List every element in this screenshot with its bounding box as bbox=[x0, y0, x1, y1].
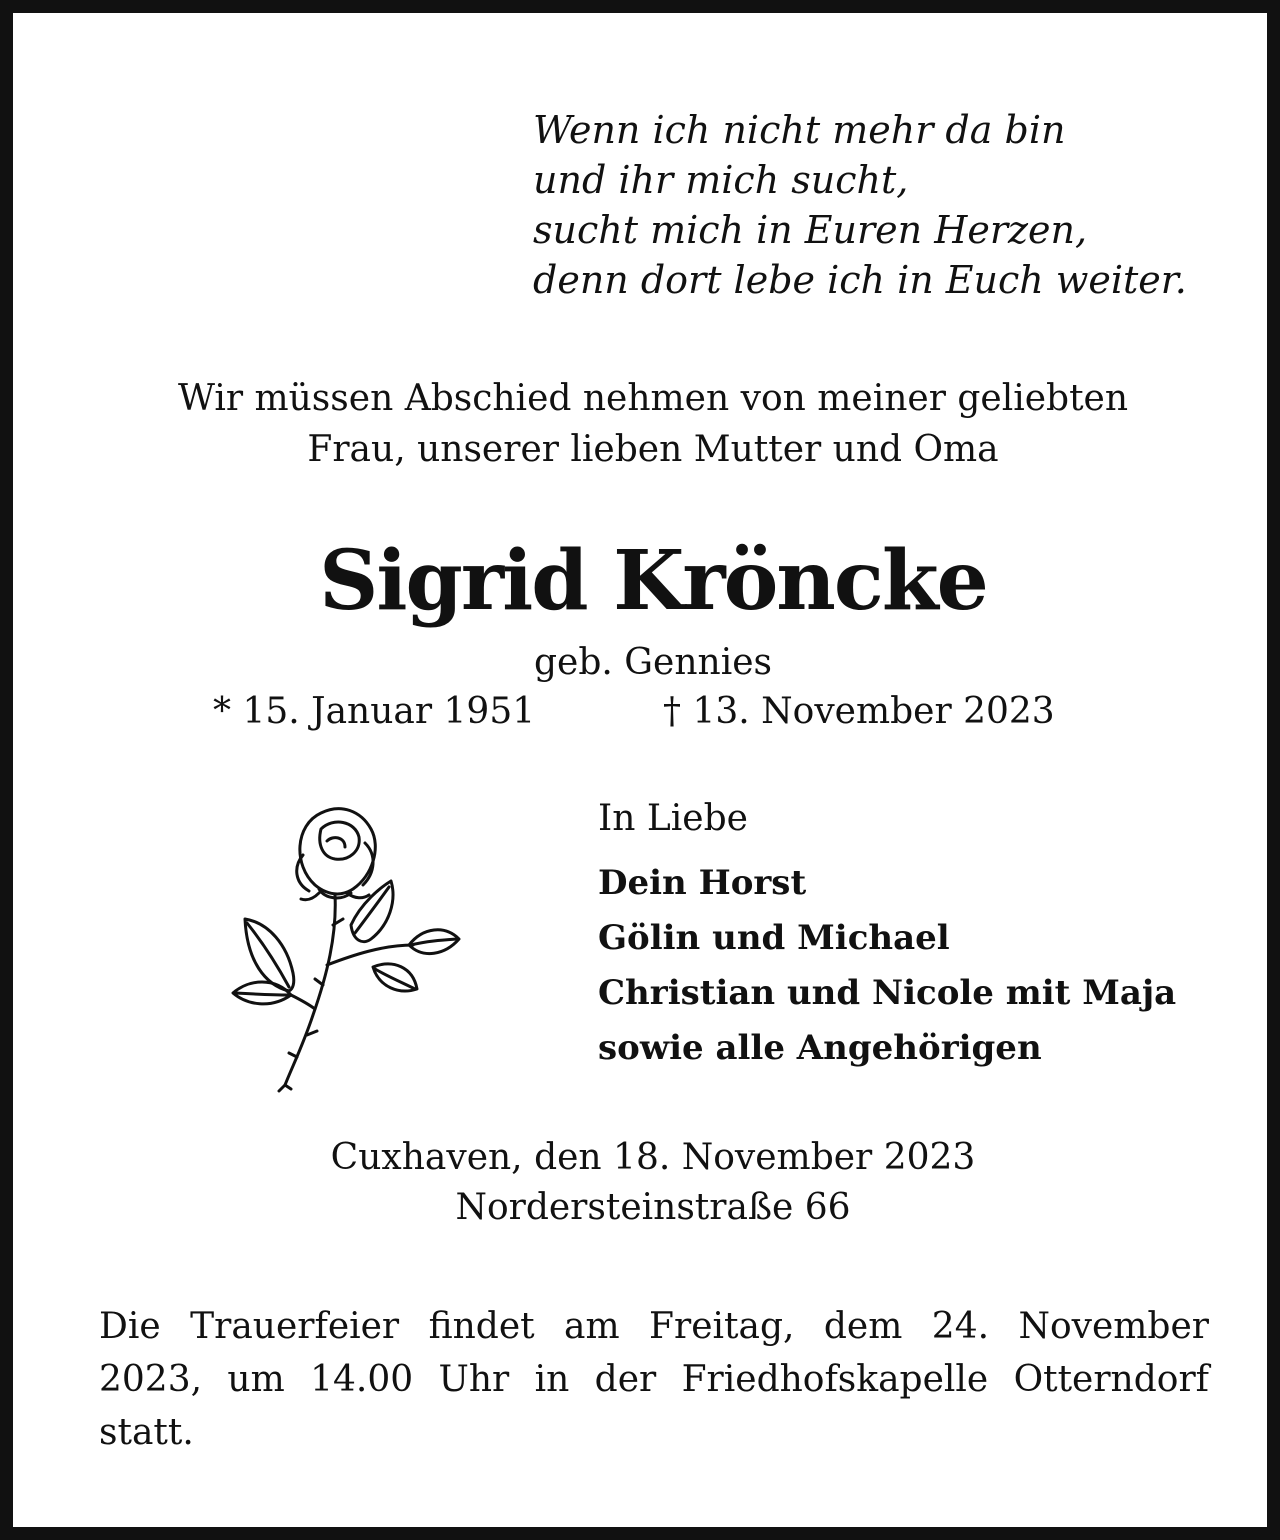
mourner-name: Christian und Nicole mit Maja bbox=[598, 973, 1177, 1013]
rose-icon bbox=[223, 795, 473, 1095]
place-and-date bbox=[13, 1133, 1280, 1233]
intro-line: Wir müssen Abschied nehmen von meiner geliebten bbox=[177, 378, 1129, 419]
poem bbox=[533, 105, 1233, 305]
death-date: † 13. November 2023 bbox=[663, 691, 1055, 732]
birth-date: * 15. Januar 1951 bbox=[213, 691, 536, 732]
poem-line: denn dort lebe ich in Euch weiter. bbox=[533, 258, 1187, 302]
mourner-name: sowie alle Angehörigen bbox=[598, 1028, 1042, 1068]
city-date: Cuxhaven, den 18. November 2023 bbox=[330, 1137, 976, 1178]
poem-line: Wenn ich nicht mehr da bin bbox=[533, 108, 1066, 152]
mourner-name: Dein Horst bbox=[598, 863, 807, 903]
mourner-name: Gölin und Michael bbox=[598, 918, 950, 958]
mourners-list bbox=[598, 856, 1238, 1076]
farewell-intro bbox=[13, 373, 1280, 475]
maiden-name: geb. Gennies bbox=[533, 642, 772, 683]
intro-line: Frau, unserer lieben Mutter und Oma bbox=[307, 429, 999, 470]
address: Nordersteinstraße 66 bbox=[455, 1187, 851, 1228]
poem-line: sucht mich in Euren Herzen, bbox=[533, 208, 1088, 252]
ceremony-notice: Die Trauerfeier findet am Freitag, dem 24. November 2023, um 14.00 Uhr in der Friedhofskapelle Otterndorf statt. bbox=[99, 1306, 1209, 1453]
love-closing: In Liebe bbox=[598, 798, 748, 839]
deceased-name: Sigrid Kröncke bbox=[319, 533, 987, 629]
poem-line: und ihr mich sucht, bbox=[533, 158, 909, 202]
